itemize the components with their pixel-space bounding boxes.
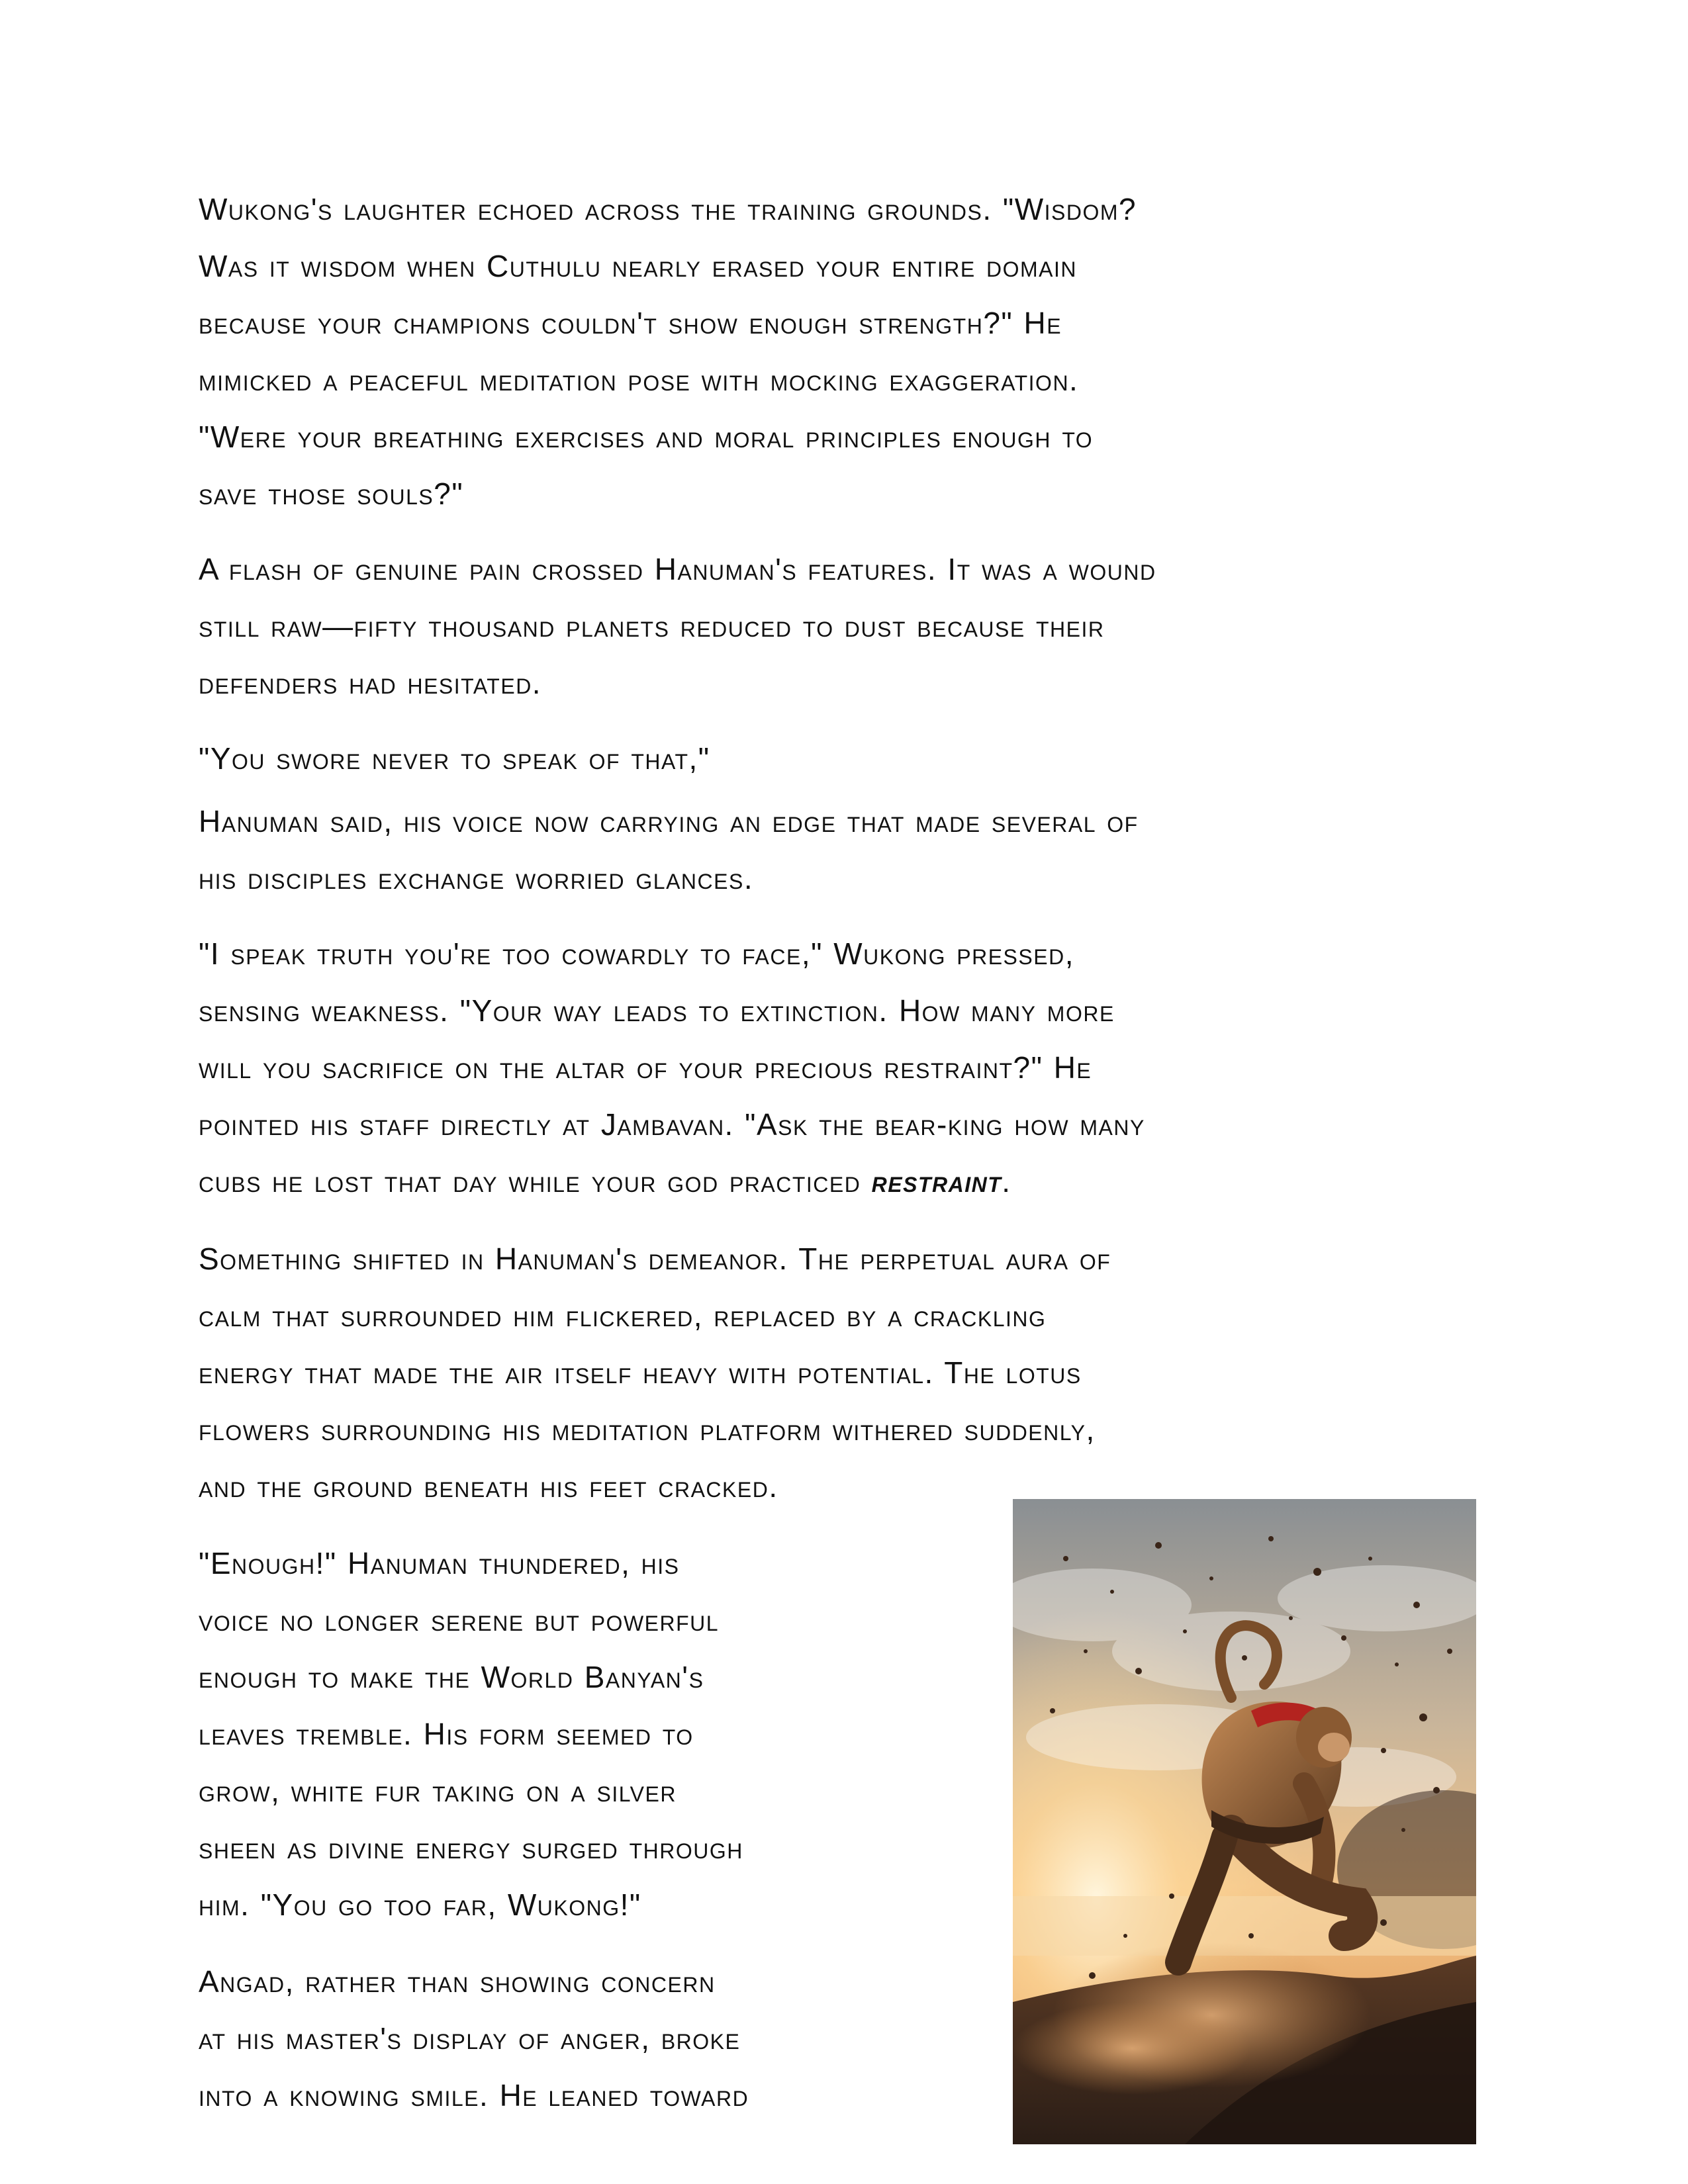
text-line: Hanuman said, his voice now carrying an edge that made several of <box>199 804 1139 839</box>
text-line: will you sacrifice on the altar of your precious restraint?" He <box>199 1050 1092 1085</box>
text-line: energy that made the air itself heavy with potential. The lotus <box>199 1355 1082 1390</box>
text-line: mimicked a peaceful meditation pose with mocking exaggeration. <box>199 363 1079 397</box>
text-line: him. "You go too far, Wukong!" <box>199 1888 641 1922</box>
text-line: defenders had hesitated. <box>199 666 542 700</box>
illustration-svg <box>1013 1499 1476 2144</box>
paragraph-hanuman-said <box>199 793 1139 907</box>
text-line: Angad, rather than showing concern <box>199 1964 716 1999</box>
text-segment: cubs he lost that day while your god practiced <box>199 1164 861 1199</box>
text-line: grow, white fur taking on a silver <box>199 1774 677 1808</box>
text-line: leaves tremble. His form seemed to <box>199 1717 694 1751</box>
text-line: still raw—fifty thousand planets reduced to dust because their <box>199 609 1105 643</box>
text-line: and the ground beneath his feet cracked. <box>199 1469 778 1504</box>
paragraph-wisdom-taunt <box>199 181 1137 522</box>
text-line: "Were your breathing exercises and moral principles enough to <box>199 420 1094 454</box>
text-line: save those souls?" <box>199 477 464 511</box>
dust-plume <box>1013 2002 1251 2095</box>
paragraph-flash-of-pain <box>199 541 1156 711</box>
emphasis-restraint: restraint <box>871 1164 1002 1199</box>
text-line: voice no longer serene but powerful <box>199 1603 720 1637</box>
monkey-warrior-illustration <box>1013 1499 1476 2144</box>
text-line: enough to make the World Banyan's <box>199 1660 704 1694</box>
paragraph-angad <box>199 1953 749 2124</box>
text-line: "Enough!" Hanuman thundered, his <box>199 1546 680 1580</box>
text-line: his disciples exchange worried glances. <box>199 861 754 895</box>
text-segment: . <box>1002 1164 1011 1199</box>
paragraph-something-shifted <box>199 1230 1111 1515</box>
text-line: into a knowing smile. He leaned toward <box>199 2078 749 2113</box>
text-line: sheen as divine energy surged through <box>199 1831 743 1865</box>
text-line: because your champions couldn't show enough strength?" He <box>199 306 1062 340</box>
paragraph-enough <box>199 1535 743 1933</box>
text-line: pointed his staff directly at Jambavan. "Ask the bear-king how many <box>199 1107 1145 1142</box>
text-line: Something shifted in Hanuman's demeanor. The perpetual aura of <box>199 1242 1111 1276</box>
text-line: at his master's display of anger, broke <box>199 2021 741 2056</box>
text-line: Was it wisdom when Cuthulu nearly erased your entire domain <box>199 249 1077 283</box>
paragraph-you-swore <box>199 730 710 787</box>
text-line: "You swore never to speak of that," <box>199 741 710 776</box>
text-line: A flash of genuine pain crossed Hanuman's features. It was a wound <box>199 552 1156 586</box>
text-line: Wukong's laughter echoed across the training grounds. "Wisdom? <box>199 192 1137 226</box>
text-line: calm that surrounded him flickered, replaced by a crackling <box>199 1298 1047 1333</box>
paragraph-speak-truth <box>199 925 1145 1210</box>
text-line-with-emphasis <box>199 1153 1145 1210</box>
text-line: "I speak truth you're too cowardly to face," Wukong pressed, <box>199 936 1074 971</box>
text-line: sensing weakness. "Your way leads to extinction. How many more <box>199 993 1115 1028</box>
text-line: flowers surrounding his meditation platform withered suddenly, <box>199 1412 1096 1447</box>
